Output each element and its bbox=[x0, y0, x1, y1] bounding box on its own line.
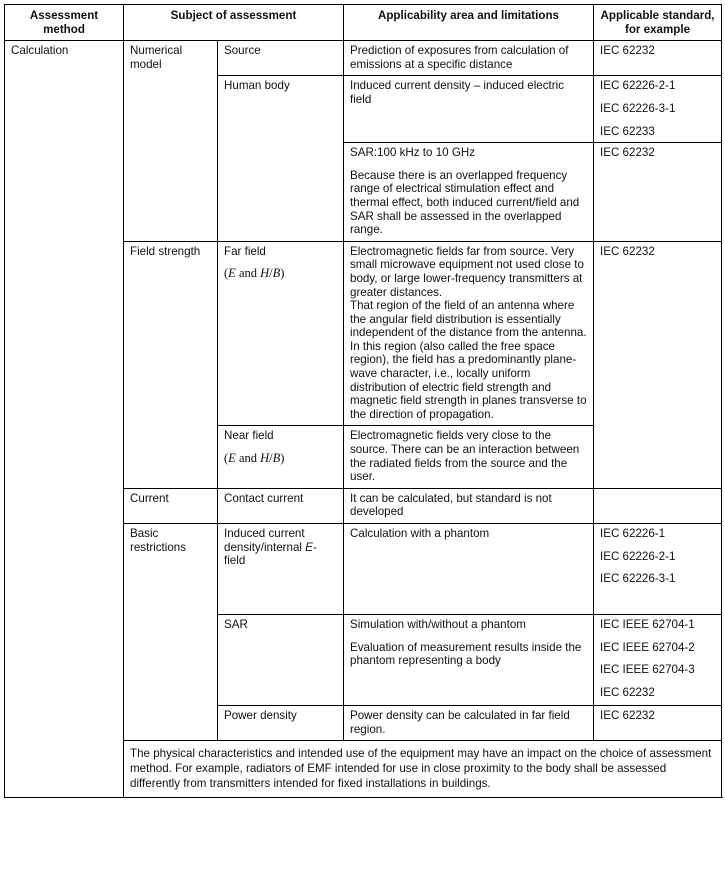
applicability-human-body: Induced current density – induced electric field bbox=[344, 76, 594, 143]
standard-item: IEC 62233 bbox=[600, 124, 655, 138]
subject-source: Source bbox=[218, 41, 344, 76]
sar-overlap-note: Because there is an overlapped frequency range of electrical stimulation effect and thermal effect, both induced current/field and SAR shall be assessed in the overlapped range. bbox=[350, 168, 580, 237]
standards-source bbox=[594, 41, 722, 76]
table-row bbox=[5, 41, 722, 76]
standard-item: IEC IEEE 62704-1 bbox=[600, 618, 695, 631]
standards-induced-current bbox=[594, 524, 722, 615]
standard-item: IEC 62226-2-1 bbox=[600, 79, 676, 93]
subject-near-field bbox=[218, 426, 344, 488]
applicability-far-field bbox=[344, 241, 594, 426]
far-field-label: Far field bbox=[224, 244, 266, 258]
near-field-label: Near field bbox=[224, 429, 274, 443]
applicability-human-body-sar bbox=[344, 143, 594, 242]
standards-sar bbox=[594, 615, 722, 706]
applicability-near-field: Electromagnetic fields very close to the source. There can be an interaction between the radiated fields from the source and the user. bbox=[344, 426, 594, 488]
standard-item: IEC IEEE 62704-2 bbox=[600, 640, 695, 654]
method-calculation: Calculation bbox=[5, 41, 124, 798]
standard-item: IEC 62226-3-1 bbox=[600, 572, 676, 586]
header-standard: Applicable standard, for example bbox=[594, 5, 722, 41]
sar-text-1: Simulation with/without a phantom bbox=[350, 618, 526, 631]
assessment-table bbox=[4, 4, 722, 798]
subject-human-body: Human body bbox=[218, 76, 344, 241]
standard-item: IEC 62232 bbox=[600, 685, 655, 699]
far-field-text-2: That region of the field of an antenna where the angular field distribution is essentially independent of the distance from the antenna. In this region (also called the free space region), the field has a predominantly plane-wave character, i.e., locally uniform distribution of electric field strength and magnetic field strength in planes transverse to the direction of propagation. bbox=[350, 299, 587, 421]
standard-item: IEC 62226-3-1 bbox=[600, 101, 676, 115]
subject-sar: SAR bbox=[218, 615, 344, 706]
standards-field-strength bbox=[594, 241, 722, 488]
table-footnote: The physical characteristics and intended use of the equipment may have an impact on the choice of assessment method. For example, radiators of EMF intended for use in close proximity to the body shall be assessed differently from transmitters intended for fixed installations in buildings. bbox=[124, 741, 722, 798]
standard-item: IEC 62232 bbox=[600, 146, 655, 160]
standards-human-body-sar bbox=[594, 143, 722, 242]
applicability-source: Prediction of exposures from calculation of emissions at a specific distance bbox=[344, 41, 594, 76]
standard-item: IEC IEEE 62704-3 bbox=[600, 663, 695, 677]
far-field-quantities: (E and H/B) bbox=[224, 266, 285, 281]
subject-induced-current: Induced current density/internal E-field bbox=[218, 524, 344, 615]
subject-numerical-model: Numerical model bbox=[124, 41, 218, 242]
standard-item: IEC 62232 bbox=[600, 244, 655, 258]
subject-power-density: Power density bbox=[218, 706, 344, 741]
standards-contact-current bbox=[594, 488, 722, 523]
standards-power-density bbox=[594, 706, 722, 741]
header-method: Assessment method bbox=[5, 5, 124, 41]
subject-far-field bbox=[218, 241, 344, 426]
near-field-quantities: (E and H/B) bbox=[224, 451, 285, 466]
header-applicability: Applicability area and limitations bbox=[344, 5, 594, 41]
header-row bbox=[5, 5, 722, 41]
applicability-induced-current: Calculation with a phantom bbox=[344, 524, 594, 615]
standard-item: IEC 62232 bbox=[600, 709, 655, 722]
subject-contact-current: Contact current bbox=[218, 488, 344, 523]
applicability-contact-current: It can be calculated, but standard is not developed bbox=[344, 488, 594, 523]
standard-item: IEC 62226-1 bbox=[600, 527, 666, 540]
subject-field-strength: Field strength bbox=[124, 241, 218, 488]
subject-current: Current bbox=[124, 488, 218, 523]
standard-item: IEC 62226-2-1 bbox=[600, 549, 676, 563]
sar-range: SAR:100 kHz to 10 GHz bbox=[350, 146, 476, 160]
standards-human-body bbox=[594, 76, 722, 143]
header-subject: Subject of assessment bbox=[124, 5, 344, 41]
standard-item: IEC 62232 bbox=[600, 44, 655, 58]
sar-text-2: Evaluation of measurement results inside the phantom representing a body bbox=[350, 640, 582, 668]
subject-basic-restrictions: Basic restrictions bbox=[124, 524, 218, 741]
applicability-sar bbox=[344, 615, 594, 706]
far-field-text-1: Electromagnetic fields far from source. Very small microwave equipment not used close to body, or large lower-frequency transmitters at greater distances. bbox=[350, 244, 584, 299]
applicability-power-density: Power density can be calculated in far field region. bbox=[344, 706, 594, 741]
